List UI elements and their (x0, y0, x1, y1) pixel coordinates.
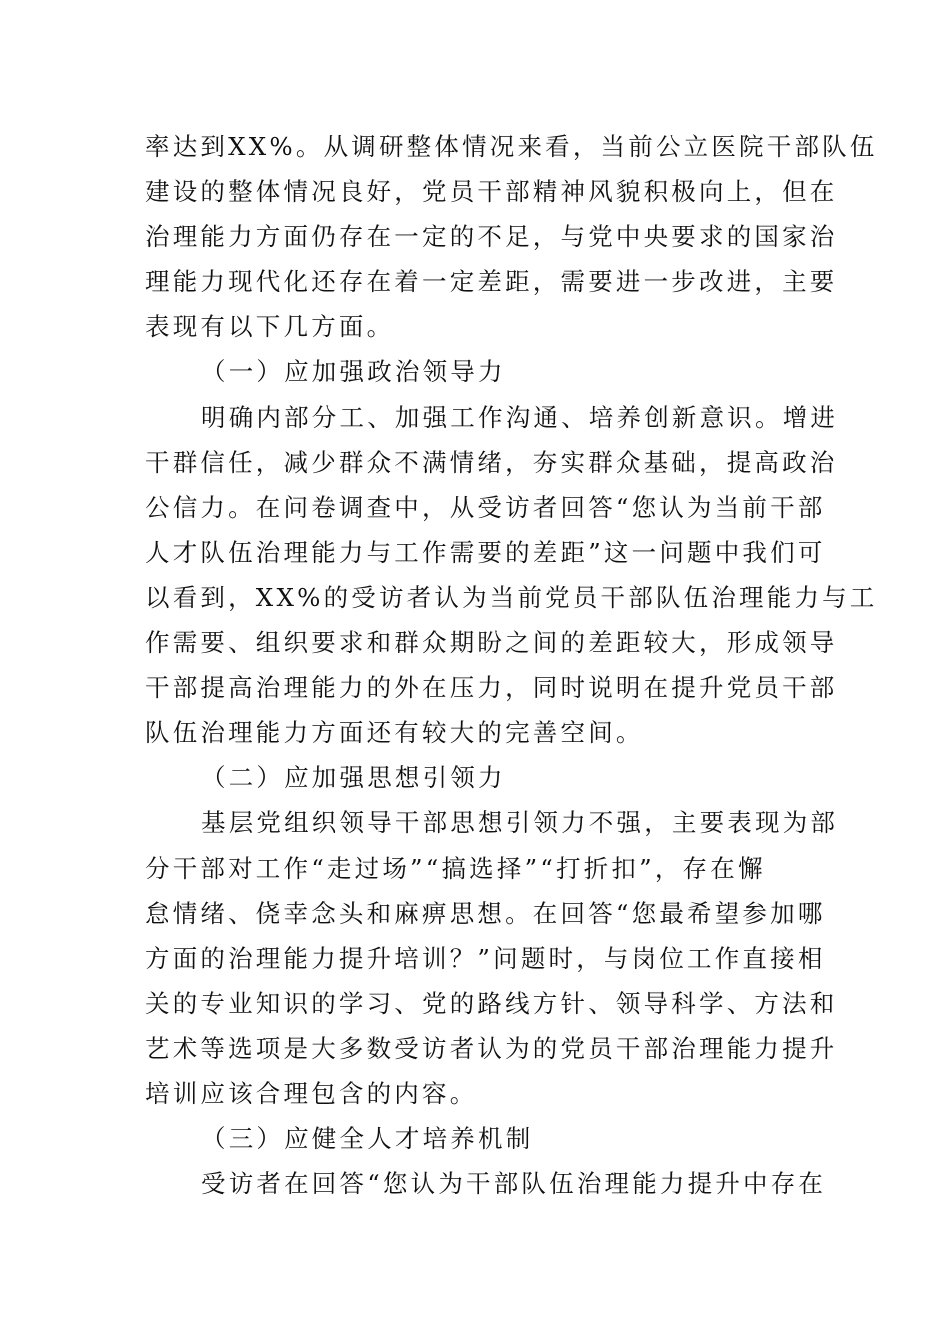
paragraph-line: 方面的治理能力提升培训？”问题时，与岗位工作直接相 (145, 943, 826, 973)
paragraph-line: 分干部对工作“走过场”“搞选择”“打折扣”，存在懈 (145, 853, 766, 883)
section-heading-3: （三）应健全人才培养机制 (201, 1124, 534, 1154)
paragraph-line: 作需要、组织要求和群众期盼之间的差距较大，形成领导 (145, 628, 838, 658)
section-heading-1: （一）应加强政治领导力 (201, 357, 506, 387)
paragraph-line: 怠情绪、侥幸念头和麻痹思想。在回答“您最希望参加哪 (145, 898, 826, 928)
paragraph-line: 队伍治理能力方面还有较大的完善空间。 (145, 718, 644, 748)
paragraph-line: 治理能力方面仍存在一定的不足，与党中央要求的国家治 (145, 222, 838, 252)
paragraph-line: 受访者在回答“您认为干部队伍治理能力提升中存在 (201, 1169, 827, 1199)
paragraph-line: 表现有以下几方面。 (145, 312, 395, 342)
paragraph-line: 干部提高治理能力的外在压力，同时说明在提升党员干部 (145, 673, 838, 703)
document-body (145, 124, 878, 1206)
paragraph-line: 培训应该合理包含的内容。 (145, 1078, 478, 1108)
paragraph-line: 艺术等选项是大多数受访者认为的党员干部治理能力提升 (145, 1033, 838, 1063)
paragraph-line: 理能力现代化还存在着一定差距，需要进一步改进，主要 (145, 267, 838, 297)
section-heading-2: （二）应加强思想引领力 (201, 763, 506, 793)
paragraph-line: 干群信任，减少群众不满情绪，夯实群众基础，提高政治 (145, 447, 838, 477)
paragraph-line: 关的专业知识的学习、党的路线方针、领导科学、方法和 (145, 988, 838, 1018)
paragraph-line: 以看到，XX%的受访者认为当前党员干部队伍治理能力与工 (145, 582, 878, 612)
paragraph-line: 率达到XX%。从调研整体情况来看，当前公立医院干部队伍 (145, 132, 878, 161)
paragraph-line: 公信力。在问卷调查中，从受访者回答“您认为当前干部 (145, 492, 826, 522)
paragraph-line: 建设的整体情况良好，党员干部精神风貌积极向上，但在 (145, 177, 838, 207)
paragraph-line: 人才队伍治理能力与工作需要的差距”这一问题中我们可 (145, 537, 826, 567)
paragraph-line: 基层党组织领导干部思想引领力不强，主要表现为部 (201, 808, 839, 838)
paragraph-line: 明确内部分工、加强工作沟通、培养创新意识。增进 (201, 402, 839, 432)
